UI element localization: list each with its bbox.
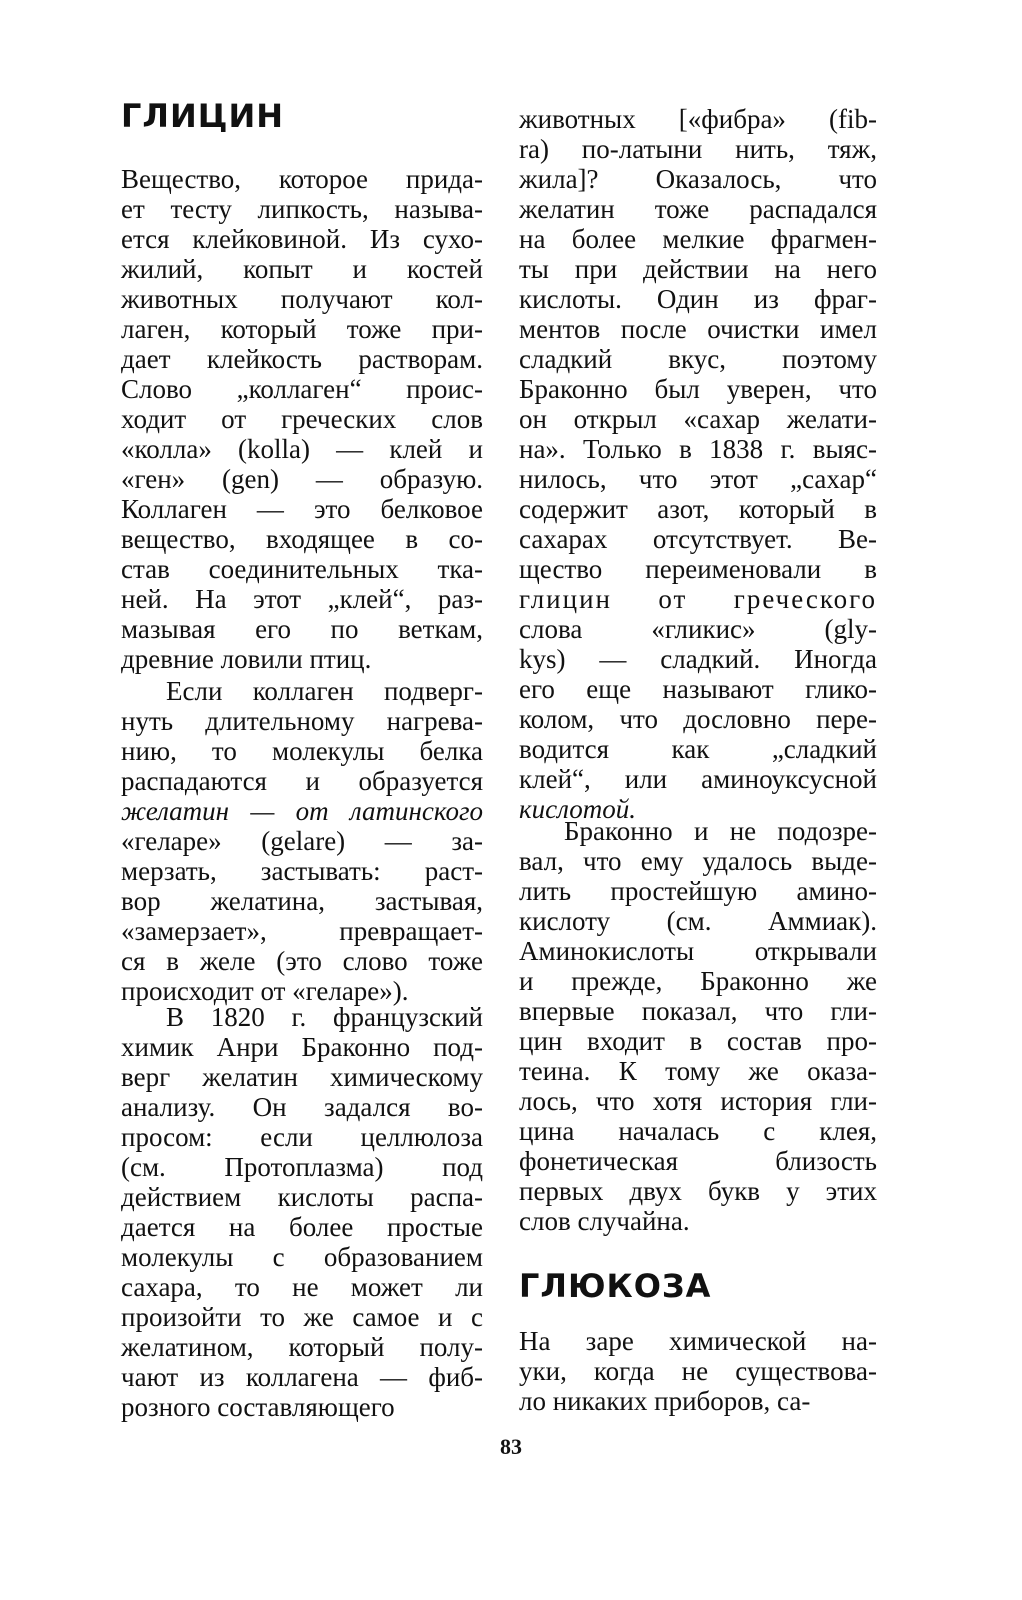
text-line: впервые показал, что гли- <box>519 996 877 1026</box>
text-line: ло никаких приборов, са- <box>519 1386 811 1416</box>
text-line: ется клейковиной. Из сухо- <box>121 224 483 254</box>
text-line: вал, что ему удалось выде- <box>519 846 877 876</box>
text-line: его еще называют глико- <box>519 674 877 704</box>
text-line: нилось, что этот „сахар“ <box>519 464 877 494</box>
text-line: кислотой. <box>519 794 636 824</box>
text-line: сладкий вкус, поэтому <box>519 344 877 374</box>
text-line: вор желатина, застывая, <box>121 886 483 916</box>
text-line: лаген, который тоже при- <box>121 314 483 344</box>
text-line: став соединительных тка- <box>121 554 483 584</box>
text-line: водится как „сладкий <box>519 734 877 764</box>
text-line: глицин от греческого <box>519 584 877 614</box>
section-heading-glycine: ГЛИЦИН <box>121 97 284 135</box>
text-line: он открыл «сахар желати- <box>519 404 877 434</box>
text-line: ней. На этот „клей“, раз- <box>121 584 483 614</box>
text-line: щество переименовали в <box>519 554 877 584</box>
text-line: желатином, который полу- <box>121 1332 483 1362</box>
text-line: ся в желе (это слово тоже <box>121 946 483 976</box>
text-line: лось, что хотя история гли- <box>519 1086 877 1116</box>
text-line: мазывая его по веткам, <box>121 614 483 644</box>
text-line: жилий, копыт и костей <box>121 254 483 284</box>
text-line: Если коллаген подверг- <box>166 676 483 706</box>
text-line: древние ловили птиц. <box>121 644 372 674</box>
text-line: чают из коллагена — фиб- <box>121 1362 483 1392</box>
text-line: животных получают кол- <box>121 284 483 314</box>
paragraph <box>121 676 483 1006</box>
text-line: (см. Протоплазма) под <box>121 1152 483 1182</box>
text-line: вещество, входящее в со- <box>121 524 483 554</box>
text-line: просом: если целлюлоза <box>121 1122 483 1152</box>
text-line: происходит от «геларе»). <box>121 976 409 1006</box>
text-line: молекулы с образованием <box>121 1242 483 1272</box>
paragraph <box>121 1002 483 1422</box>
text-line: Коллаген — это белковое <box>121 494 483 524</box>
text-line: уки, когда не существова- <box>519 1356 877 1386</box>
text-line: верг желатин химическому <box>121 1062 483 1092</box>
text-line: теина. К тому же оказа- <box>519 1056 877 1086</box>
text-line: фонетическая близость <box>519 1146 877 1176</box>
text-line: лить простейшую амино- <box>519 876 877 906</box>
text-line: кислоту (см. Аммиак). <box>519 906 877 936</box>
text-line: Браконно и не подозре- <box>564 816 877 846</box>
text-line: сахара, то не может ли <box>121 1272 483 1302</box>
text-line: ходит от греческих слов <box>121 404 483 434</box>
text-line: «ген» (gen) — образую. <box>121 464 483 494</box>
text-line: слов случайна. <box>519 1206 690 1236</box>
text-line: содержит азот, который в <box>519 494 877 524</box>
text-line: ты при действии на него <box>519 254 877 284</box>
text-line: желатин тоже распадался <box>519 194 877 224</box>
text-line: В 1820 г. французский <box>166 1002 483 1032</box>
text-line: мерзать, застывать: раст- <box>121 856 483 886</box>
text-line: первых двух букв у этих <box>519 1176 877 1206</box>
text-line: дает клейкость растворам. <box>121 344 483 374</box>
text-line: жила]? Оказалось, что <box>519 164 877 194</box>
text-line: цин входит в состав про- <box>519 1026 877 1056</box>
text-line: ет тесту липкость, называ- <box>121 194 483 224</box>
text-line: сахарах отсутствует. Ве- <box>519 524 877 554</box>
text-line: «геларе» (gelare) — за- <box>121 826 483 856</box>
text-line: розного составляющего <box>121 1392 395 1422</box>
text-line: анализу. Он задался во- <box>121 1092 483 1122</box>
text-line: и прежде, Браконно же <box>519 966 877 996</box>
text-line: дается на более простые <box>121 1212 483 1242</box>
text-line: kys) — сладкий. Иногда <box>519 644 877 674</box>
text-line: действием кислоты распа- <box>121 1182 483 1212</box>
text-line: животных [«фибра» (fib- <box>519 104 877 134</box>
text-line: Слово „коллаген“ проис- <box>121 374 483 404</box>
text-line: клей“, или аминоуксусной <box>519 764 877 794</box>
text-line: «колла» (kolla) — клей и <box>121 434 483 464</box>
text-line: слова «гликис» (gly- <box>519 614 877 644</box>
paragraph <box>519 1326 877 1416</box>
paragraph <box>519 104 877 824</box>
text-line: произойти то же самое и с <box>121 1302 483 1332</box>
text-line: Браконно был уверен, что <box>519 374 877 404</box>
text-line: колом, что дословно пере- <box>519 704 877 734</box>
text-line: На заре химической на- <box>519 1326 877 1356</box>
text-line: желатин — от латинского <box>121 796 483 826</box>
text-line: на». Только в 1838 г. выяс- <box>519 434 877 464</box>
text-line: «замерзает», превращает- <box>121 916 483 946</box>
text-line: Вещество, которое прида- <box>121 164 483 194</box>
paragraph <box>519 816 877 1236</box>
section-heading-glucose: ГЛЮКОЗА <box>519 1267 712 1305</box>
paragraph <box>121 164 483 674</box>
text-line: Аминокислоты открывали <box>519 936 877 966</box>
text-line: ментов после очистки имел <box>519 314 877 344</box>
text-line: нуть длительному нагрева- <box>121 706 483 736</box>
text-line: распадаются и образуется <box>121 766 483 796</box>
text-line: кислоты. Один из фраг- <box>519 284 877 314</box>
text-line: химик Анри Браконно под- <box>121 1032 483 1062</box>
text-line: ra) по-латыни нить, тяж, <box>519 134 877 164</box>
text-line: нию, то молекулы белка <box>121 736 483 766</box>
text-line: на более мелкие фрагмен- <box>519 224 877 254</box>
text-line: цина началась с клея, <box>519 1116 877 1146</box>
page-number: 83 <box>500 1434 522 1459</box>
